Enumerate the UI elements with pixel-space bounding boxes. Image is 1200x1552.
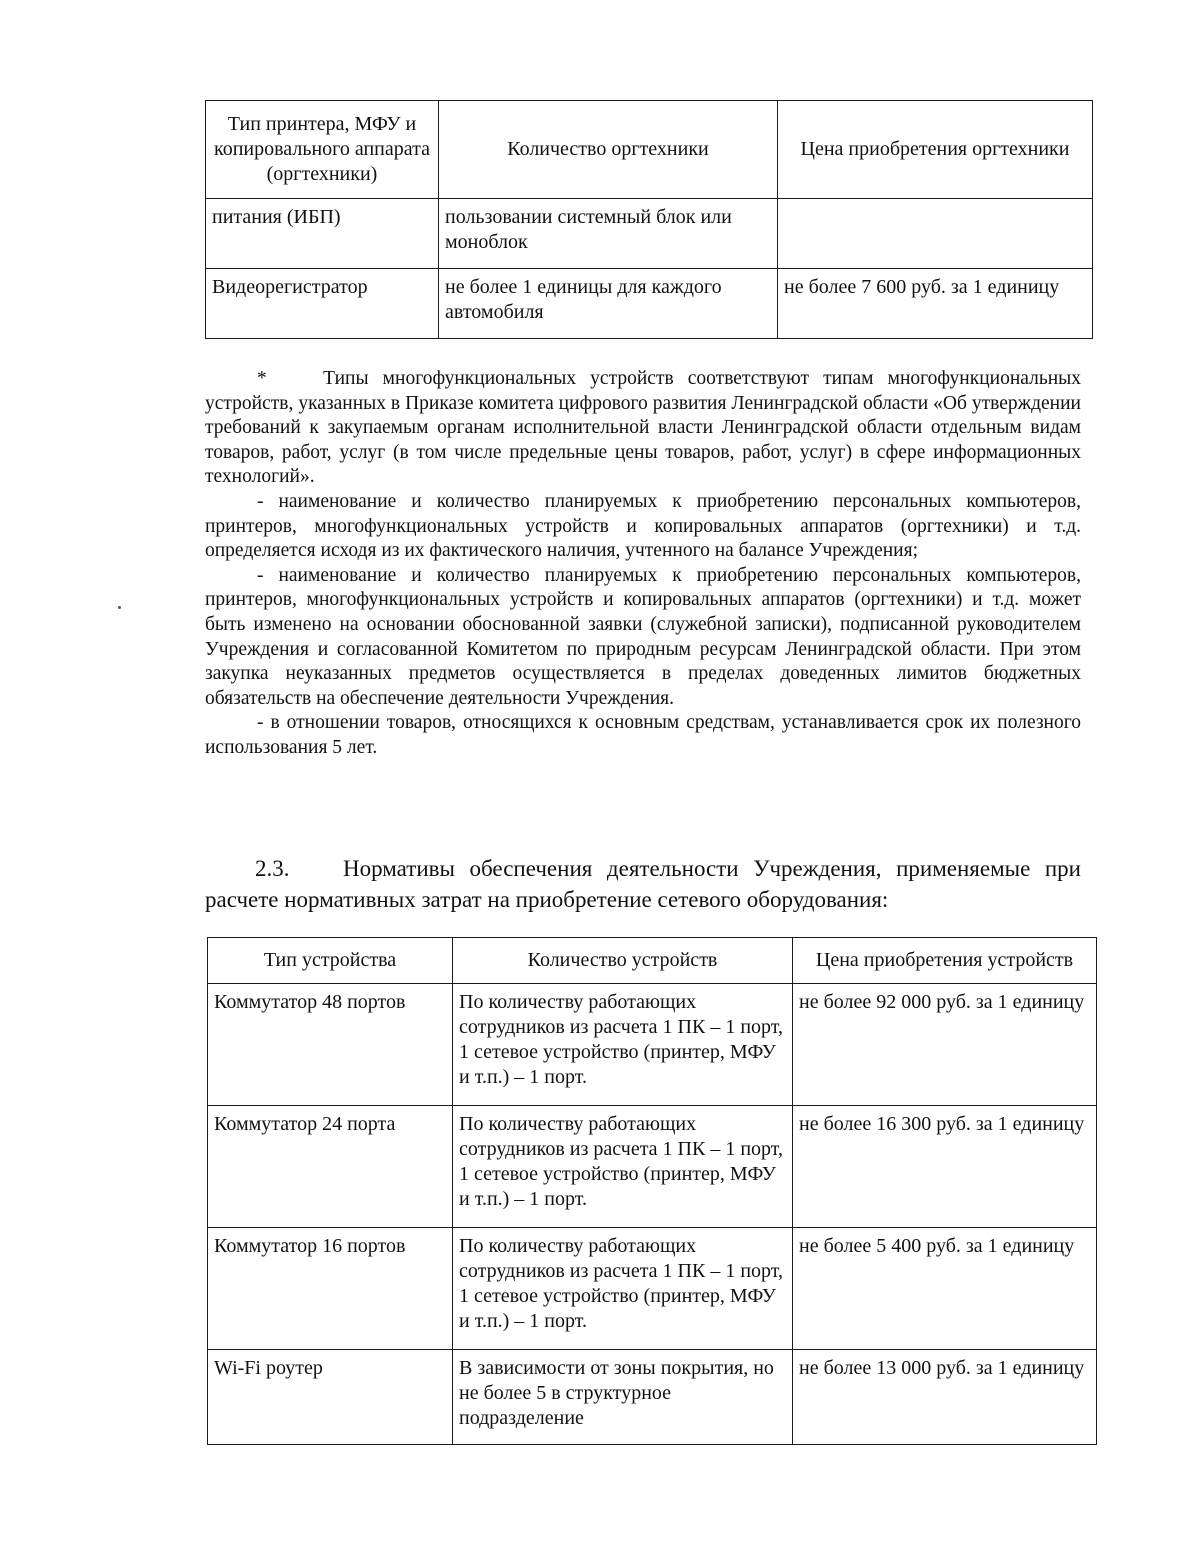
table-cell: пользовании системный блок или моноблок [439,199,778,269]
office-equipment-table [205,100,1093,339]
table-cell [778,199,1093,269]
table-header-row [206,101,1093,199]
note-paragraph: - наименование и количество планируемых к приобретению персональных компьютеров, принтеров, многофункциональных устройств и копировальных аппаратов (оргтехники) и т.д. определяется исходя из их фактического наличия, учтенного на балансе Учреждения; [205,490,1081,562]
table-header-row [208,938,1097,984]
table-row [208,1106,1097,1228]
table-cell: В зависимости от зоны покрытия, но не более 5 в структурное подразделение [453,1350,793,1445]
table-cell: Коммутатор 16 портов [208,1228,453,1350]
table-cell: По количеству работающих сотрудников из расчета 1 ПК – 1 порт, 1 сетевое устройство (принтер, МФУ и т.п.) – 1 порт. [453,1106,793,1228]
column-header: Тип принтера, МФУ и копировального аппарата (оргтехники) [206,101,439,199]
column-header: Цена приобретения устройств [793,938,1097,984]
table-cell: не более 16 300 руб. за 1 единицу [793,1106,1097,1228]
section-heading [205,853,1081,915]
table-row [208,1350,1097,1445]
table-row [206,199,1093,269]
table-cell: По количеству работающих сотрудников из расчета 1 ПК – 1 порт, 1 сетевое устройство (принтер, МФУ и т.п.) – 1 порт. [453,1228,793,1350]
note-paragraph: - наименование и количество планируемых к приобретению персональных компьютеров, принтеров, многофункциональных устройств и копировальных аппаратов (оргтехники) и т.д. может быть изменено на основании обоснованной заявки (служебной записки), подписанной руководителем Учреждения и согласованной Комитетом по природным ресурсам Ленинградской области. При этом закупка неуказанных предметов осуществляется в пределах доведенных лимитов бюджетных обязательств на обеспечение деятельности Учреждения. [205,564,1081,709]
table-cell: не более 92 000 руб. за 1 единицу [793,984,1097,1106]
table-cell: Коммутатор 48 портов [208,984,453,1106]
table-cell: не более 7 600 руб. за 1 единицу [778,269,1093,339]
table-cell: питания (ИБП) [206,199,439,269]
table-row [208,984,1097,1106]
table-row [206,269,1093,339]
table-cell: Видеорегистратор [206,269,439,339]
table-cell: По количеству работающих сотрудников из расчета 1 ПК – 1 порт, 1 сетевое устройство (принтер, МФУ и т.п.) – 1 порт. [453,984,793,1106]
table-cell: Коммутатор 24 порта [208,1106,453,1228]
table-cell: не более 5 400 руб. за 1 единицу [793,1228,1097,1350]
table-row [208,1228,1097,1350]
section-number: 2.3. [255,856,290,881]
network-equipment-table [207,937,1097,1445]
scan-speck [118,606,121,609]
note-paragraph: - в отношении товаров, относящихся к основным средствам, устанавливается срок их полезного использования 5 лет. [205,712,1081,758]
note-paragraph: * Типы многофункциональных устройств соответствуют типам многофункциональных устройств, указанных в Приказе комитета цифрового развития Ленинградской области «Об утверждении требований к закупаемым органам исполнительной власти Ленинградской области отдельным видам товаров, работ, услуг (в том числе предельные цены товаров, работ, услуг) в сфере информационных технологий». [205,368,1081,488]
notes-text [205,367,1081,761]
column-header: Цена приобретения оргтехники [778,101,1093,199]
section-title: Нормативы обеспечения деятельности Учреждения, применяемые при расчете нормативных затрат на приобретение сетевого оборудования: [205,856,1081,912]
column-header: Тип устройства [208,938,453,984]
table-cell: Wi-Fi роутер [208,1350,453,1445]
column-header: Количество устройств [453,938,793,984]
table-cell: не более 13 000 руб. за 1 единицу [793,1350,1097,1445]
column-header: Количество оргтехники [439,101,778,199]
table-cell: не более 1 единицы для каждого автомобиля [439,269,778,339]
